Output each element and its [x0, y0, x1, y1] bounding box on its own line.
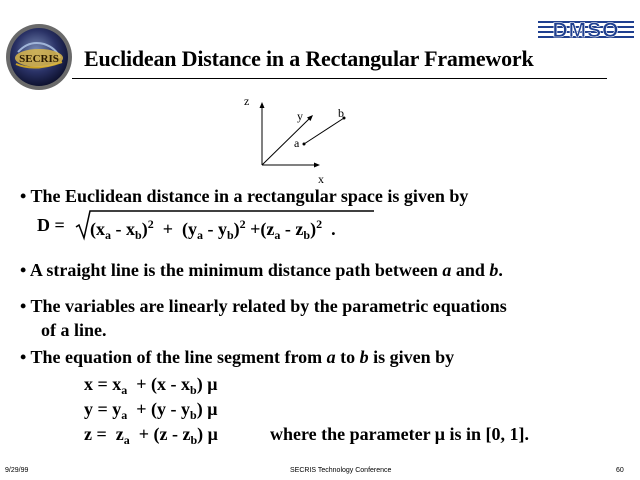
bullet-2: [20, 260, 503, 281]
dmso-logo: [538, 18, 634, 40]
equation-x: $x = x_a + (x - x_b)$ μ: [84, 374, 218, 397]
dmso-logo-text: DMSO: [552, 19, 620, 40]
x-axis-arrow: [314, 163, 320, 168]
title-rule: [72, 78, 607, 79]
bullet-2-text: A straight line is the minimum distance path between: [29, 260, 443, 280]
bullet-4: [20, 347, 454, 368]
bullet-dot: •: [20, 186, 27, 206]
point-b-ref: b: [359, 347, 369, 367]
axis-diagram: [230, 90, 370, 185]
b-label: b: [338, 106, 344, 120]
point-a-ref: a: [326, 347, 336, 367]
slide-title: Euclidean Distance in a Rectangular Framework: [84, 46, 534, 71]
z-axis-arrow: [260, 102, 265, 108]
segment-ab: [304, 118, 344, 144]
bullet-dot: •: [20, 347, 27, 367]
distance-radicand: $(x_a - x_b)^2 + (y_a - y_b)^2 +(z_a - z_b)^2$ .: [90, 217, 336, 242]
bullet-1-text: The Euclidean distance in a rectangular space is given by: [30, 186, 469, 206]
secris-logo: [4, 22, 74, 92]
parameter-note: where the parameter μ is in [0, 1].: [270, 424, 529, 444]
bullet-3: [20, 296, 507, 317]
bullet-4-text: The equation of the line segment from: [30, 347, 327, 367]
bullet-dot: •: [20, 296, 27, 316]
y-label: y: [297, 109, 303, 123]
point-a-ref: a: [442, 260, 452, 280]
point-b-ref: b: [489, 260, 499, 280]
bullet-3-line-2: of a line.: [41, 320, 107, 340]
equation-z: $z = z_a + (z - z_b)$ μ: [84, 424, 218, 447]
footer-date: 9/29/99: [5, 467, 29, 474]
bullet-2-and: and: [451, 260, 490, 280]
bullet-4-end: is given by: [368, 347, 455, 367]
bullet-1: [20, 186, 468, 207]
footer-conference: SECRIS Technology Conference: [290, 467, 392, 474]
y-axis: [262, 118, 310, 165]
secris-logo-text: SECRIS: [19, 53, 59, 65]
z-label: z: [244, 94, 250, 108]
equation-y: $y = y_a + (y - y_b)$ μ: [84, 399, 218, 422]
distance-formula: D =: [37, 215, 65, 235]
a-label: a: [294, 136, 300, 150]
footer-page-number: 60: [616, 467, 624, 474]
x-label: x: [318, 172, 324, 185]
bullet-dot: •: [20, 260, 27, 280]
bullet-2-end: .: [498, 260, 503, 280]
point-a: [303, 143, 306, 146]
bullet-4-to: to: [335, 347, 360, 367]
bullet-3-line-1: The variables are linearly related by the parametric equations: [30, 296, 507, 316]
